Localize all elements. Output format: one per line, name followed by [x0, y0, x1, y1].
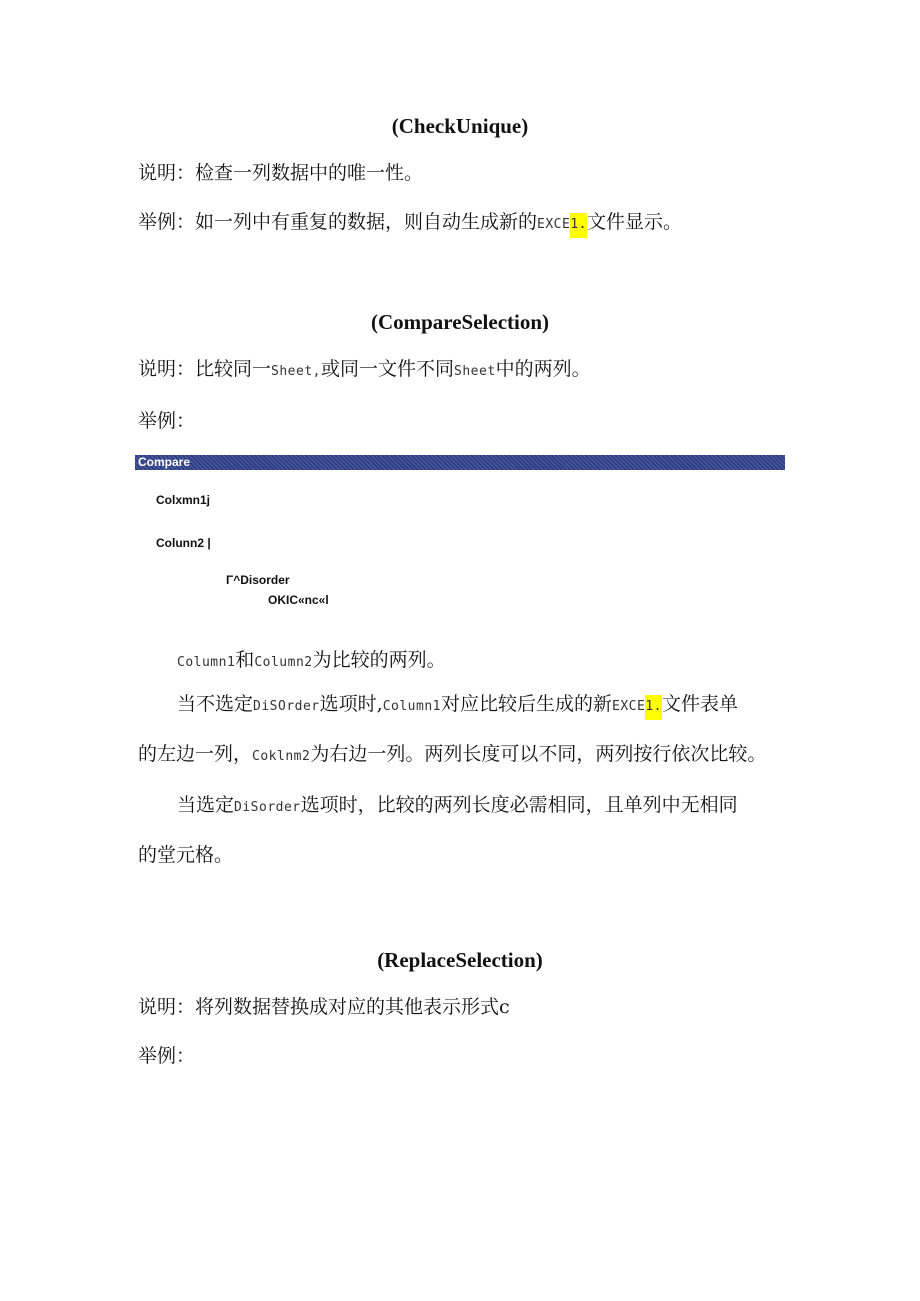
example-label: 举例： — [138, 211, 196, 233]
code-column2: Column2 — [254, 655, 313, 670]
desc-text-post: 中的两列。 — [495, 358, 591, 380]
code-excel: EXCE — [612, 699, 646, 714]
paragraph-no-disorder-line1 — [177, 692, 738, 719]
example-code: EXCE — [537, 217, 571, 232]
desc-text-pre: 比较同一 — [195, 358, 272, 380]
text-mid: 选项时，比较的两列长度必需相同，且单列中无相同 — [300, 794, 738, 816]
dialog-title-bar: Compare — [135, 455, 785, 470]
dialog-disorder-checkbox[interactable]: Γ^Disorder — [226, 573, 290, 587]
text-post: 为右边一列。两列长度可以不同，两列按行依次比较。 — [310, 743, 767, 765]
example-label-replace: 举例： — [138, 1045, 196, 1067]
desc-text: 检查一列数据中的唯一性。 — [195, 162, 424, 184]
text-mid2: 对应比较后生成的新 — [440, 693, 612, 715]
heading-compare-selection: (CompareSelection) — [370, 310, 550, 334]
dialog-column2-label: Colunn2 | — [156, 536, 211, 550]
desc-check-unique — [138, 161, 423, 185]
example-code-highlight: 1. — [570, 213, 587, 238]
text-pre: 当选定 — [177, 794, 235, 816]
code-excel-highlight: 1. — [645, 695, 662, 720]
text-end: 文件表单 — [661, 693, 738, 715]
heading-replace-selection: (ReplaceSelection) — [377, 948, 543, 972]
desc-text-mid: 或同一文件不同 — [321, 358, 455, 380]
code-column1: Column1 — [177, 655, 236, 670]
code-disorder: DiSOrder — [253, 699, 320, 714]
dialog-column1-label: Colxmn1j — [156, 493, 211, 507]
desc-compare-selection — [138, 357, 591, 384]
paragraph-disorder-line1 — [177, 793, 738, 820]
desc-code-sheet-2: Sheet — [454, 364, 496, 379]
desc-label: 说明： — [138, 162, 196, 184]
text-columns: 为比较的两列。 — [312, 649, 446, 671]
text-pre: 当不选定 — [177, 693, 254, 715]
paragraph-no-disorder-line2 — [138, 742, 766, 769]
text-pre: 的左边一列， — [138, 743, 253, 765]
example-text-pre: 如一列中有重复的数据，则自动生成新的 — [195, 211, 538, 233]
desc-code-sheet: Sheet, — [271, 364, 321, 379]
example-label-compare: 举例： — [138, 410, 196, 432]
desc-label: 说明： — [138, 358, 196, 380]
code-column2: Coklnm2 — [252, 749, 311, 764]
example-text-post: 文件显示。 — [587, 211, 683, 233]
paragraph-disorder-line2: 的堂元格。 — [138, 844, 234, 866]
code-column1: Column1 — [382, 699, 441, 714]
heading-check-unique: (CheckUnique) — [391, 114, 529, 138]
text-mid1: 选项时, — [319, 693, 383, 715]
desc-replace-selection — [138, 995, 510, 1019]
desc-label: 说明： — [138, 996, 196, 1018]
text-and: 和 — [235, 649, 255, 671]
paragraph-columns — [177, 648, 446, 675]
desc-text: 将列数据替换成对应的其他表示形式c — [195, 996, 510, 1018]
example-check-unique — [138, 210, 682, 237]
dialog-ok-cancel-buttons[interactable]: OKIC«nc«l — [268, 593, 329, 607]
code-disorder: DiSorder — [234, 800, 301, 815]
